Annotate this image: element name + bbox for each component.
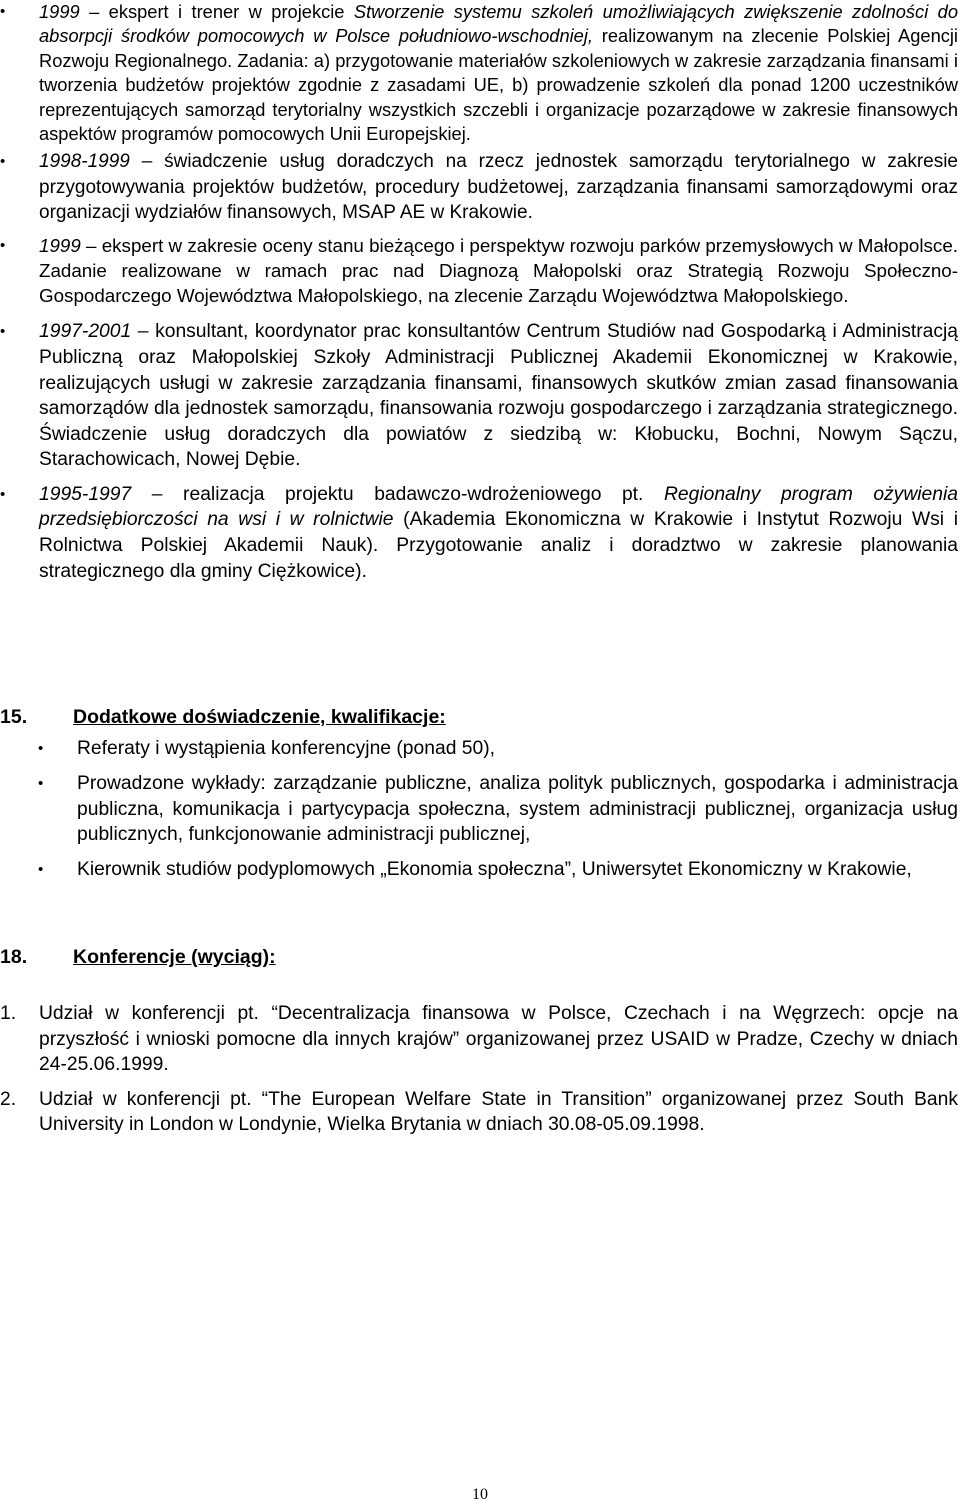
project-title: Regionalny program ożywienia przedsiębiorczości na wsi i w rolnictwie <box>39 483 958 531</box>
item-years: 1997-2001 <box>39 321 132 343</box>
list-item <box>0 149 958 225</box>
item-years: 1998-1999 <box>39 151 130 173</box>
bullet-icon: • <box>0 153 6 171</box>
section-title: Konferencje (wyciąg): <box>73 946 276 968</box>
bullet-icon: • <box>38 740 44 757</box>
item-text: Udział w konferencji pt. “Decentralizacja finansowa w Polsce, Czechach i na Węgrzech: opcje na przyszłość i wnioski pomocne dla innych krajów” organizowanej przez USAID w Pradze, Czechy w dniach 24-25.06.1999. <box>39 1003 958 1076</box>
numbered-item <box>0 1001 958 1078</box>
item-years: 1995-1997 <box>39 483 132 505</box>
item-text: (Akademia Ekonomiczna w Krakowie i Instytut Rozwoju Wsi i Rolnictwa Polskiej Akademii Nauk). Przygotowanie analiz i doradztwo w zakresie planowania strategicznego dla gminy Ciężkowice). <box>39 509 958 582</box>
item-text: Prowadzone wykłady: zarządzanie publiczne, analiza polityk publicznych, gospodarka i administracja publiczna, komunikacja i partycypacja społeczna, system administracji publicznej, organizacja usług publicznych, funkcjonowanie administracji publicznej, <box>77 772 958 846</box>
item-text: Kierownik studiów podyplomowych „Ekonomia społeczna”, Uniwersytet Ekonomiczny w Krakowie, <box>77 859 912 881</box>
bullet-icon: • <box>38 774 44 792</box>
item-dash: – <box>131 483 184 505</box>
project-title: Stworzenie systemu szkoleń umożliwiających zwiększenie zdolności do absorpcji środków pomocowych w Polsce południowo-wschodniej, <box>39 1 959 47</box>
bullet-icon: • <box>38 861 44 879</box>
additional-experience-list <box>38 736 958 883</box>
item-dash: – <box>80 235 102 257</box>
section-15-heading <box>0 704 958 730</box>
list-item <box>38 736 958 762</box>
section-number: 18. <box>0 946 28 968</box>
item-dash: – <box>79 1 109 22</box>
list-item <box>38 771 958 848</box>
item-years: 1999 <box>39 235 81 257</box>
bullet-icon: • <box>0 485 6 503</box>
numbered-item <box>0 1087 958 1138</box>
bullet-icon: • <box>0 237 6 255</box>
page-number: 10 <box>472 1486 488 1503</box>
work-experience-list <box>0 0 958 584</box>
list-item <box>0 233 958 308</box>
item-number: 2. <box>0 1088 17 1110</box>
list-item <box>0 0 958 146</box>
list-item <box>0 482 958 584</box>
item-text: realizowanym na zlecenie Polskiej Agencji Rozwoju Regionalnego. Zadania: a) przygotowanie materiałów szkoleniowych w zakresie zarządzania finansami i tworzenia budżetów projektów zgodnie z zasadami UE, b) prowadzenie szkoleń dla ponad 1200 uczestników reprezentujących samorząd terytorialny wszystkich szczebli i organizacje pozarządowe w zakresie finansowych aspektów programów pomocowych Unii Europejskiej. <box>39 25 958 145</box>
item-dash: – <box>131 321 156 343</box>
item-text: Udział w konferencji pt. “The European Welfare State in Transition” organizowanej przez South Bank University in London w Londynie, Wielka Brytania w dniach 30.08-05.09.1998. <box>39 1088 958 1136</box>
item-years: 1999 <box>39 1 80 22</box>
list-item <box>38 857 958 883</box>
item-lead: realizacja projektu badawczo-wdrożeniowego pt. <box>183 483 664 505</box>
item-text: Referaty i wystąpienia konferencyjne (ponad 50), <box>77 738 495 759</box>
item-lead: ekspert i trener w projekcie <box>108 1 354 22</box>
item-number: 1. <box>0 1003 17 1024</box>
item-text: ekspert w zakresie oceny stanu bieżącego i perspektyw rozwoju parków przemysłowych w Małopolsce. Zadanie realizowane w ramach prac nad Diagnozą Małopolski oraz Strategią Rozwoju Społeczno-Gospodarczego Województwa Małopolskiego, na zlecenie Zarządu Województwa Małopolskiego. <box>39 235 958 307</box>
item-text: konsultant, koordynator prac konsultantów Centrum Studiów nad Gospodarką i Administracją Publiczną oraz Małopolskiej Szkoły Administracji Publicznej Akademii Ekonomicznej w Krakowie, realizujących usługi w zakresie zarządzania finansami, finansowych skutków zmian zasad finansowania samorządów dla jednostek samorządu, finansowania rozwoju gospodarczego i zarządzania strategicznego. Świadczenie usług doradczych dla powiatów z siedzibą w: Kłobucku, Bochni, Nowym Sączu, Starachowicach, Nowej Dębie. <box>39 321 958 471</box>
bullet-icon: • <box>0 3 6 20</box>
list-item <box>0 319 958 473</box>
item-dash: – <box>129 151 165 173</box>
bullet-icon: • <box>0 323 6 341</box>
section-title: Dodatkowe doświadczenie, kwalifikacje: <box>73 706 446 728</box>
section-number: 15. <box>0 706 28 728</box>
item-text: świadczenie usług doradczych na rzecz jednostek samorządu terytorialnego w zakresie przygotowywania projektów budżetów, procedury budżetowej, zarządzania finansami samorządowymi oraz organizacji wydziałów finansowych, MSAP AE w Krakowie. <box>39 151 958 224</box>
section-18-heading <box>0 944 958 970</box>
conference-list <box>0 1001 958 1138</box>
